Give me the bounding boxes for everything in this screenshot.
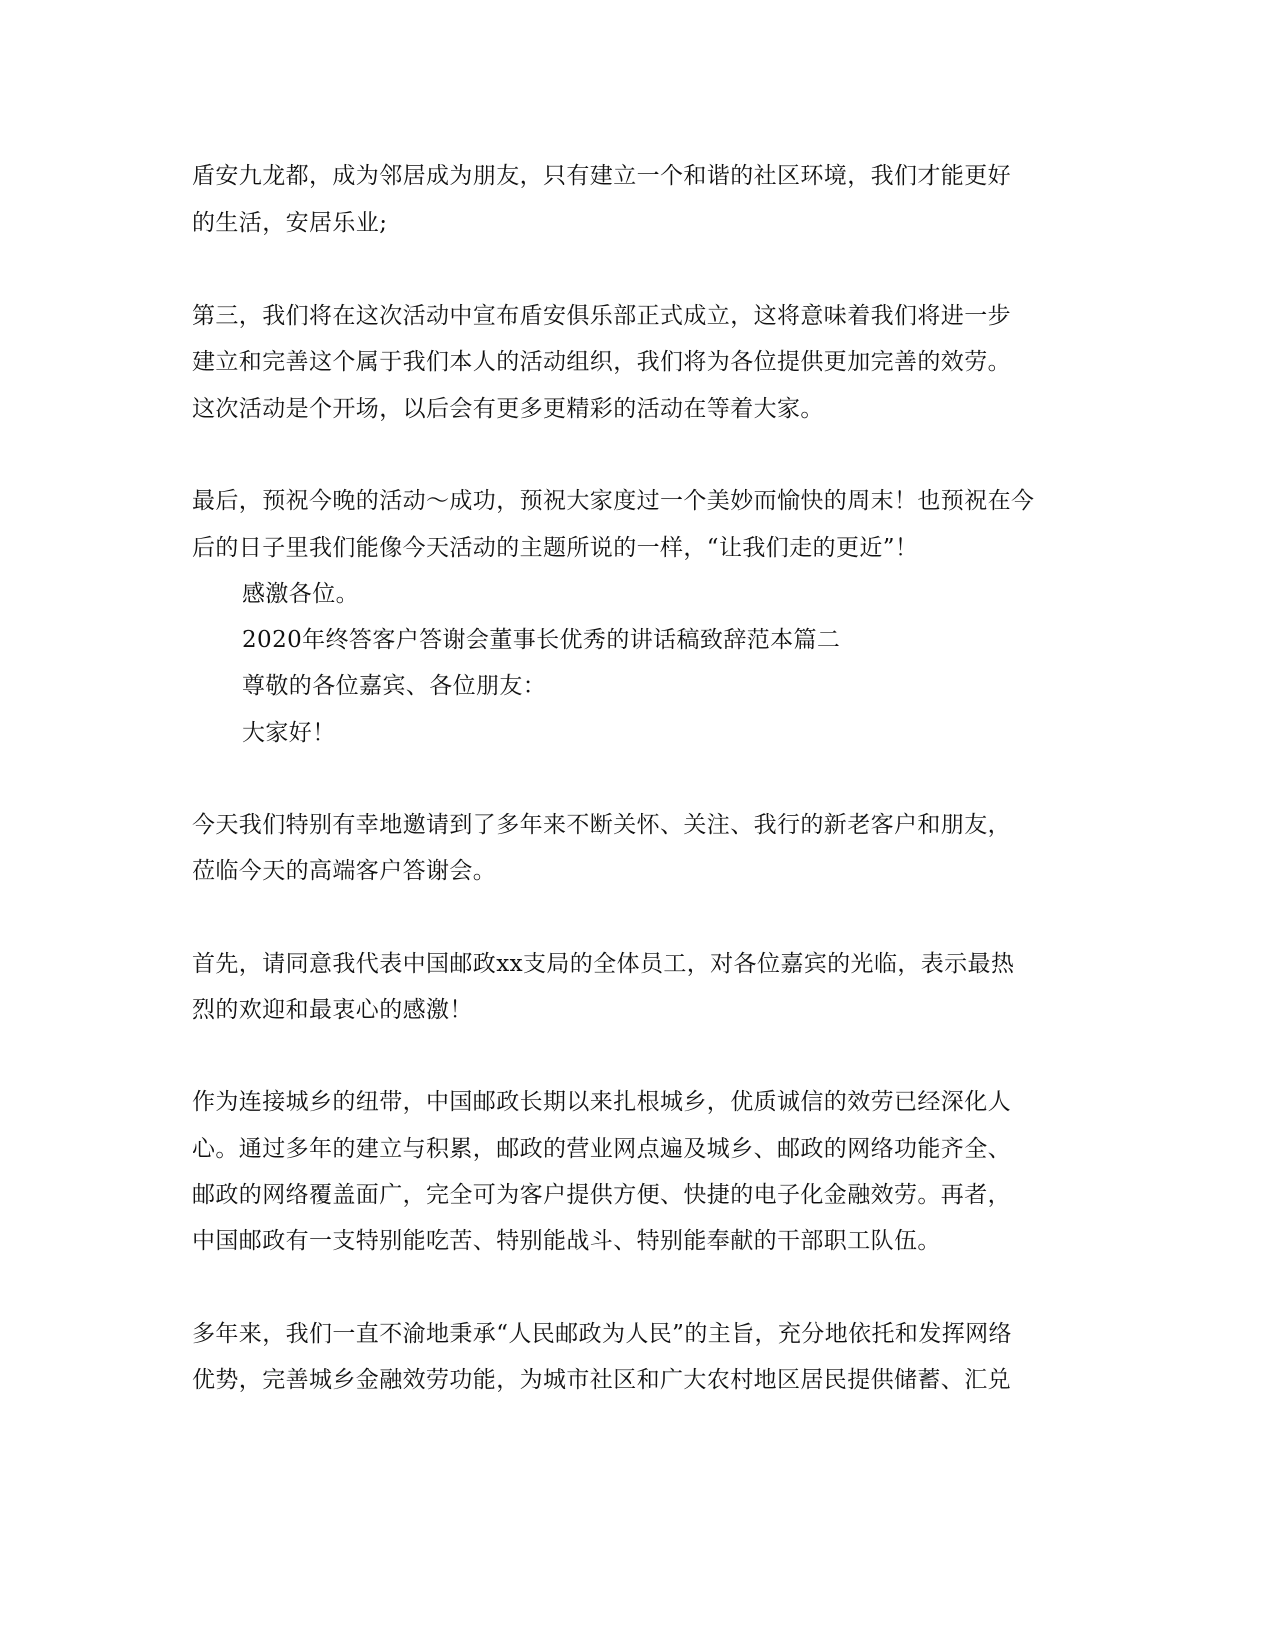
text-line: 感激各位。 bbox=[242, 581, 359, 607]
text-line: 中国邮政有一支特别能吃苦、特别能战斗、特别能奉献的干部职工队伍。 bbox=[192, 1228, 941, 1254]
text-line: 邮政的网络覆盖面广，完全可为客户提供方便、快捷的电子化金融效劳。再者， bbox=[192, 1182, 1011, 1208]
salutation: 尊敬的各位嘉宾、各位朋友： bbox=[242, 673, 547, 699]
text-line: 烈的欢迎和最衷心的感激！ bbox=[192, 997, 473, 1023]
text-line: 莅临今天的高端客户答谢会。 bbox=[192, 858, 497, 884]
section-heading: 2020年终答客户答谢会董事长优秀的讲话稿致辞范本篇二 bbox=[242, 627, 841, 653]
text-line: 后的日子里我们能像今天活动的主题所说的一样，“让我们走的更近”！ bbox=[192, 535, 919, 561]
text-line: 作为连接城乡的纽带，中国邮政长期以来扎根城乡，优质诚信的效劳已经深化人 bbox=[192, 1089, 1011, 1115]
text-line: 的生活，安居乐业; bbox=[192, 210, 388, 236]
text-line: 盾安九龙都，成为邻居成为朋友，只有建立一个和谐的社区环境，我们才能更好 bbox=[192, 163, 1011, 189]
greeting: 大家好！ bbox=[242, 720, 336, 746]
text-line: 优势，完善城乡金融效劳功能，为城市社区和广大农村地区居民提供储蓄、汇兑 bbox=[192, 1367, 1011, 1393]
text-line: 这次活动是个开场，以后会有更多更精彩的活动在等着大家。 bbox=[192, 396, 824, 422]
text-line: 心。通过多年的建立与积累，邮政的营业网点遍及城乡、邮政的网络功能齐全、 bbox=[192, 1136, 1011, 1162]
text-line: 多年来，我们一直不渝地秉承“人民邮政为人民”的主旨，充分地依托和发挥网络 bbox=[192, 1321, 1012, 1347]
text-line: 最后，预祝今晚的活动～成功，预祝大家度过一个美妙而愉快的周末！也预祝在今 bbox=[192, 488, 1035, 514]
text-line: 首先，请同意我代表中国邮政xx支局的全体员工，对各位嘉宾的光临，表示最热 bbox=[192, 951, 1015, 977]
text-line: 建立和完善这个属于我们本人的活动组织，我们将为各位提供更加完善的效劳。 bbox=[192, 349, 1011, 375]
text-line: 第三，我们将在这次活动中宣布盾安俱乐部正式成立，这将意味着我们将进一步 bbox=[192, 303, 1011, 329]
text-line: 今天我们特别有幸地邀请到了多年来不断关怀、关注、我行的新老客户和朋友， bbox=[192, 812, 1011, 838]
